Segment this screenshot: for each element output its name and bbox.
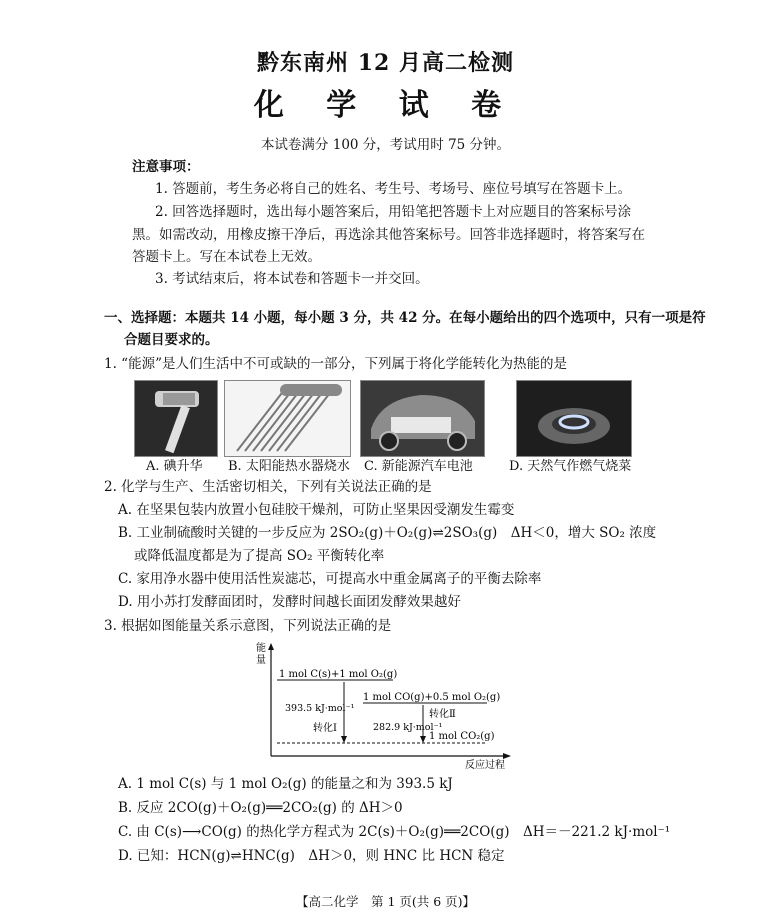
level-intermediate-label: 1 mol CO(g)+0.5 mol O₂(g) [363,692,501,703]
y-axis-label-1: 能 [256,643,266,654]
y-axis-label-2: 量 [256,655,266,666]
x-axis-label: 反应过程 [465,760,505,771]
option-b: B. 反应 2CO(g)＋O₂(g)══2CO₂(g) 的 ΔH＞0 [118,800,403,816]
section-heading-cont: 合题目要求的。 [124,332,219,348]
question-1-stem: 1. “能源”是人们生活中不可或缺的一部分，下列属于将化学能转化为热能的是 [104,356,567,372]
question-3-stem: 3. 根据如图能量关系示意图，下列说法正确的是 [104,618,392,634]
exam-title: 黔东南州 12 月高二检测 [257,50,514,76]
y-axis-arrow [268,643,274,650]
section-heading: 一、选择题：本题共 14 小题，每小题 3 分，共 42 分。在每小题给出的四个选项中，只有一项是符 [104,310,706,326]
option-caption-b: B. 太阳能热水器烧水 [228,459,350,474]
option-caption-c: C. 新能源汽车电池 [364,459,473,474]
note-line: 2. 回答选择题时，选出每小题答案后，用铅笔把答题卡上对应题目的答案标号涂 [155,204,632,220]
option-d: D. 已知：HCN(g)⇌HNC(g) ΔH＞0，则 HNC 比 HCN 稳定 [118,848,505,864]
option-b: B. 工业制硫酸时关键的一步反应为 2SO₂(g)＋O₂(g)⇌2SO₃(g) ΔH＜0，增大 SO₂ 浓度 [118,525,657,541]
energy-2-label: 282.9 kJ·mol⁻¹ [373,722,443,733]
transform-2-arrowhead [420,736,426,743]
option-c: C. 家用净水器中使用活性炭滤芯，可提高水中重金属离子的平衡去除率 [118,571,542,587]
ev-battery-image [360,380,485,457]
transform-1-label: 转化Ⅰ [313,723,337,734]
note-line: 1. 答题前，考生务必将自己的姓名、考生号、考场号、座位号填写在答题卡上。 [155,181,632,197]
option-a: A. 1 mol C(s) 与 1 mol O₂(g) 的能量之和为 393.5 kJ [118,776,453,792]
x-axis-arrow [503,753,511,759]
question-2-stem: 2. 化学与生产、生活密切相关，下列有关说法正确的是 [104,479,432,495]
solar-water-heater-image [224,380,351,457]
level-products-label: 1 mol CO₂(g) [429,731,495,742]
transform-2-label: 转化Ⅱ [429,709,456,720]
level-reactants-label: 1 mol C(s)+1 mol O₂(g) [279,669,398,680]
option-a: A. 在坚果包装内放置小包硅胶干燥剂，可防止坚果因受潮发生霉变 [118,502,515,518]
energy-1-label: 393.5 kJ·mol⁻¹ [285,703,355,714]
note-line: 3. 考试结束后，将本试卷和答题卡一并交回。 [155,271,429,287]
option-b-cont: 或降低温度都是为了提高 SO₂ 平衡转化率 [134,548,385,564]
notes-heading: 注意事项： [132,159,200,175]
gas-stove-image [516,380,632,457]
option-caption-d: D. 天然气作燃气烧菜 [509,459,632,474]
page-footer: 【高二化学 第 1 页(共 6 页)】 [295,894,476,909]
option-caption-a: A. 碘升华 [146,459,203,474]
exam-info: 本试卷满分 100 分，考试用时 75 分钟。 [260,137,511,153]
subject-title: 化 学 试 卷 [253,88,518,123]
energy-diagram [255,640,525,772]
option-c: C. 由 C(s)⟶CO(g) 的热化学方程式为 2C(s)＋O₂(g)══2CO(g) ΔH＝－221.2 kJ·mol⁻¹ [118,824,671,840]
iodine-sublimation-image [134,380,218,457]
option-d: D. 用小苏打发酵面团时，发酵时间越长面团发酵效果越好 [118,594,461,610]
note-line: 答题卡上。写在本试卷上无效。 [132,249,321,265]
note-line: 黑。如需改动，用橡皮擦干净后，再选涂其他答案标号。回答非选择题时，将答案写在 [132,227,645,243]
transform-1-arrowhead [341,736,347,743]
